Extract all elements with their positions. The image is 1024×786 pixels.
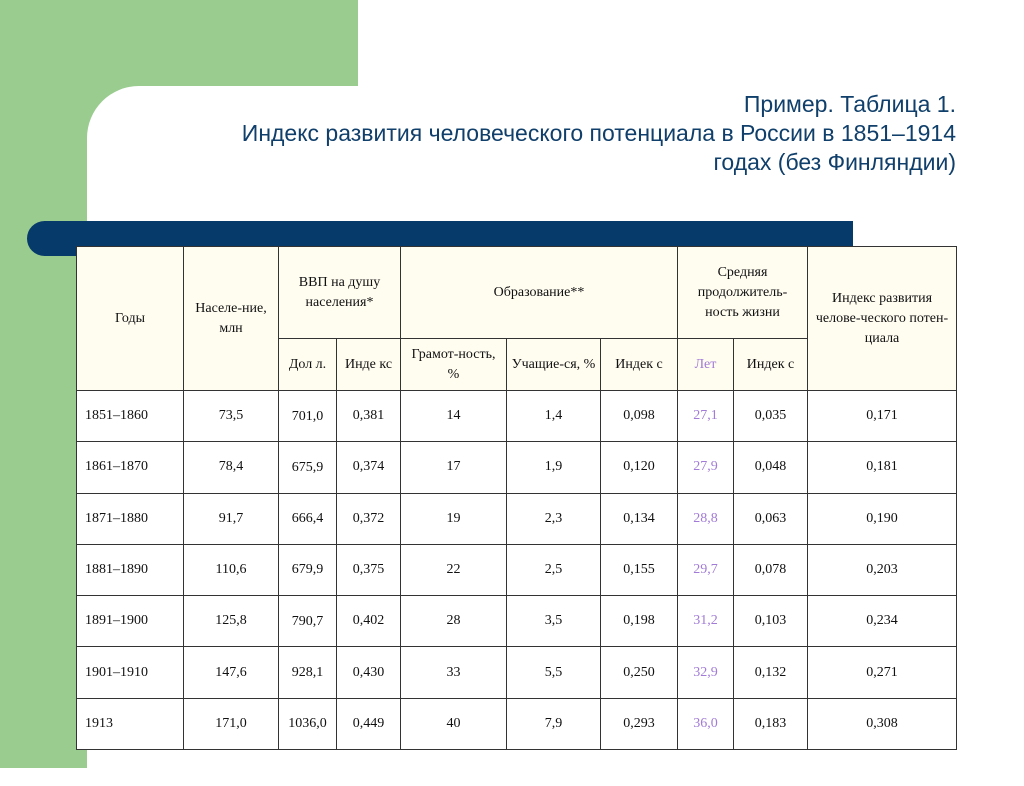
cell-population: 125,8 xyxy=(184,596,279,647)
table-row xyxy=(77,596,957,647)
cell-literacy: 17 xyxy=(401,442,507,493)
cell-gdp-dollars: 928,1 xyxy=(279,647,337,698)
cell-gdp-index: 0,449 xyxy=(337,698,401,749)
table-container xyxy=(76,246,956,750)
cell-literacy: 40 xyxy=(401,698,507,749)
cell-life-index: 0,078 xyxy=(734,544,808,595)
cell-life-years: 32,9 xyxy=(678,647,734,698)
cell-gdp-dollars: 701,0 xyxy=(279,391,337,442)
cell-literacy: 28 xyxy=(401,596,507,647)
cell-literacy: 22 xyxy=(401,544,507,595)
cell-students: 5,5 xyxy=(507,647,601,698)
cell-education-index: 0,134 xyxy=(601,493,678,544)
cell-gdp-dollars: 679,9 xyxy=(279,544,337,595)
cell-gdp-index: 0,381 xyxy=(337,391,401,442)
header-literacy: Грамот-ность, % xyxy=(401,339,507,391)
header-gdp-dollars: Дол л. xyxy=(279,339,337,391)
slide-title xyxy=(96,90,956,177)
cell-life-years: 31,2 xyxy=(678,596,734,647)
cell-years: 1901–1910 xyxy=(77,647,184,698)
cell-education-index: 0,098 xyxy=(601,391,678,442)
header-population: Населе-ние, млн xyxy=(184,247,279,391)
table-row xyxy=(77,698,957,749)
header-education: Образование** xyxy=(401,247,678,339)
background-green-strip xyxy=(0,0,87,768)
title-line-3: годах (без Финляндии) xyxy=(713,149,956,175)
cell-years: 1851–1860 xyxy=(77,391,184,442)
cell-hdi: 0,308 xyxy=(808,698,957,749)
table-row xyxy=(77,544,957,595)
cell-hdi: 0,190 xyxy=(808,493,957,544)
table-row xyxy=(77,493,957,544)
cell-life-years: 28,8 xyxy=(678,493,734,544)
cell-education-index: 0,155 xyxy=(601,544,678,595)
cell-population: 147,6 xyxy=(184,647,279,698)
cell-population: 110,6 xyxy=(184,544,279,595)
title-line-2: Индекс развития человеческого потенциала в России в 1851–1914 xyxy=(241,120,956,146)
header-hdi: Индекс развития челове-ческого потен-циала xyxy=(808,247,957,391)
cell-education-index: 0,293 xyxy=(601,698,678,749)
cell-population: 78,4 xyxy=(184,442,279,493)
cell-gdp-dollars: 790,7 xyxy=(279,596,337,647)
cell-literacy: 19 xyxy=(401,493,507,544)
header-students: Учащие-ся, % xyxy=(507,339,601,391)
cell-life-index: 0,063 xyxy=(734,493,808,544)
cell-hdi: 0,271 xyxy=(808,647,957,698)
cell-students: 1,4 xyxy=(507,391,601,442)
cell-students: 3,5 xyxy=(507,596,601,647)
cell-life-index: 0,132 xyxy=(734,647,808,698)
cell-students: 1,9 xyxy=(507,442,601,493)
title-line-1: Пример. Таблица 1. xyxy=(743,91,956,117)
header-gdp-index: Инде кс xyxy=(337,339,401,391)
cell-life-index: 0,183 xyxy=(734,698,808,749)
cell-education-index: 0,120 xyxy=(601,442,678,493)
header-gdp: ВВП на душу населения* xyxy=(279,247,401,339)
cell-literacy: 33 xyxy=(401,647,507,698)
cell-gdp-index: 0,402 xyxy=(337,596,401,647)
cell-life-index: 0,103 xyxy=(734,596,808,647)
cell-students: 2,3 xyxy=(507,493,601,544)
cell-hdi: 0,203 xyxy=(808,544,957,595)
hdi-table xyxy=(76,246,957,750)
cell-education-index: 0,198 xyxy=(601,596,678,647)
cell-population: 91,7 xyxy=(184,493,279,544)
cell-students: 7,9 xyxy=(507,698,601,749)
header-life-years: Лет xyxy=(678,339,734,391)
cell-life-years: 36,0 xyxy=(678,698,734,749)
cell-students: 2,5 xyxy=(507,544,601,595)
header-life-expectancy: Средняя продолжитель-ность жизни xyxy=(678,247,808,339)
cell-life-index: 0,048 xyxy=(734,442,808,493)
cell-years: 1891–1900 xyxy=(77,596,184,647)
cell-population: 171,0 xyxy=(184,698,279,749)
table-row xyxy=(77,442,957,493)
cell-hdi: 0,234 xyxy=(808,596,957,647)
cell-hdi: 0,171 xyxy=(808,391,957,442)
cell-gdp-index: 0,375 xyxy=(337,544,401,595)
table-row xyxy=(77,391,957,442)
cell-hdi: 0,181 xyxy=(808,442,957,493)
cell-gdp-index: 0,430 xyxy=(337,647,401,698)
cell-population: 73,5 xyxy=(184,391,279,442)
cell-life-years: 27,1 xyxy=(678,391,734,442)
cell-gdp-dollars: 675,9 xyxy=(279,442,337,493)
cell-gdp-index: 0,372 xyxy=(337,493,401,544)
cell-years: 1861–1870 xyxy=(77,442,184,493)
cell-life-years: 29,7 xyxy=(678,544,734,595)
cell-literacy: 14 xyxy=(401,391,507,442)
header-education-index: Индек с xyxy=(601,339,678,391)
header-years: Годы xyxy=(77,247,184,391)
cell-years: 1871–1880 xyxy=(77,493,184,544)
header-life-index: Индек с xyxy=(734,339,808,391)
table-row xyxy=(77,647,957,698)
cell-gdp-index: 0,374 xyxy=(337,442,401,493)
cell-education-index: 0,250 xyxy=(601,647,678,698)
cell-life-index: 0,035 xyxy=(734,391,808,442)
cell-gdp-dollars: 1036,0 xyxy=(279,698,337,749)
cell-life-years: 27,9 xyxy=(678,442,734,493)
cell-years: 1913 xyxy=(77,698,184,749)
cell-years: 1881–1890 xyxy=(77,544,184,595)
cell-gdp-dollars: 666,4 xyxy=(279,493,337,544)
